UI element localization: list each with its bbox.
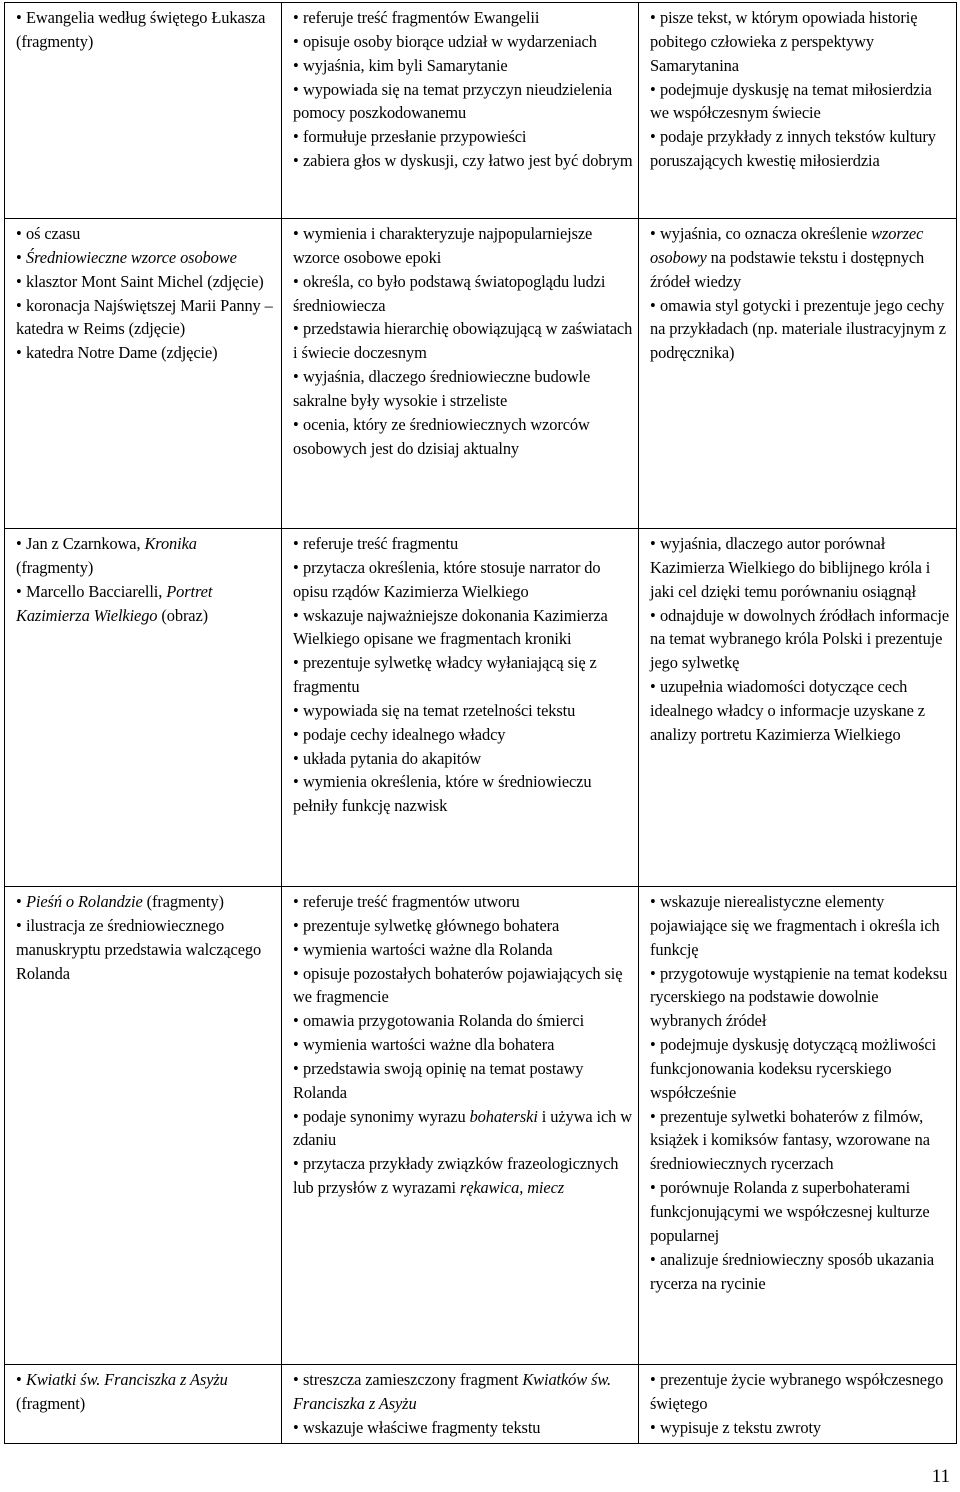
bullet-item (293, 1009, 633, 1033)
bullet-icon (293, 962, 303, 986)
bullet-icon (293, 604, 303, 628)
table-row (5, 3, 957, 219)
bullet-icon (293, 651, 303, 675)
bullet-item (293, 6, 633, 30)
bullet-item (16, 341, 276, 365)
bullet-item (16, 6, 276, 54)
bullet-icon (16, 270, 26, 294)
bullet-icon (293, 1057, 303, 1081)
bullet-item (293, 651, 633, 699)
bullet-text: referuje treść fragmentów Ewangelii (303, 8, 540, 27)
bullet-text: podaje synonimy wyrazu (303, 1106, 470, 1126)
bullet-icon (293, 1105, 303, 1129)
curriculum-table (4, 2, 957, 1444)
bullet-text: wyjaśnia, kim byli Samarytanie (303, 55, 508, 75)
bullet-item (293, 604, 633, 652)
bullet-text: podejmuje dyskusję dotyczącą możliwości funkcjonowania kodeksu rycerskiego współcześnie (650, 1035, 937, 1102)
bullet-icon (16, 294, 26, 318)
bullet-item (16, 580, 276, 628)
bullet-item (650, 78, 951, 126)
cell-extended-requirements (639, 1365, 957, 1444)
bullet-text: Kwiatki św. Franciszka z Asyżu (26, 1370, 228, 1389)
bullet-text: podaje cechy idealnego władcy (303, 724, 506, 744)
bullet-item (650, 890, 951, 962)
bullet-item (293, 125, 633, 149)
cell-reading (5, 529, 282, 887)
cell-reading (5, 887, 282, 1365)
bullet-text: wymienia i charakteryzuje najpopularniejsze wzorce osobowe epoki (293, 224, 593, 267)
bullet-item (650, 1368, 951, 1416)
bullet-text: prezentuje życie wybranego współczesnego świętego (650, 1370, 944, 1413)
bullet-icon (650, 962, 660, 986)
bullet-text: wskazuje właściwe fragmenty tekstu (303, 1417, 541, 1437)
bullet-icon (293, 747, 303, 771)
bullet-icon (650, 294, 660, 318)
bullet-text: omawia styl gotycki i prezentuje jego cechy na przykładach (np. materiale ilustracyjnym z podręcznika) (650, 295, 946, 363)
bullet-icon (650, 604, 660, 628)
bullet-icon (16, 246, 26, 270)
bullet-icon (293, 1368, 303, 1392)
bullet-item (293, 222, 633, 270)
bullet-text: Jan z Czarnkowa, (26, 534, 145, 553)
bullet-icon (293, 699, 303, 723)
bullet-text: wyjaśnia, dlaczego średniowieczne budowle sakralne były wysokie i strzeliste (293, 367, 591, 410)
bullet-icon (293, 1033, 303, 1057)
bullet-text: rękawica, miecz (459, 1178, 565, 1198)
bullet-item (16, 1368, 276, 1416)
bullet-icon (650, 675, 660, 699)
bullet-item (293, 1368, 633, 1416)
bullet-item (16, 914, 276, 986)
cell-basic-requirements (282, 887, 639, 1365)
bullet-icon (650, 1368, 660, 1392)
bullet-item (16, 532, 276, 580)
bullet-item (293, 1105, 633, 1153)
bullet-item (650, 1416, 951, 1440)
bullet-text: referuje treść fragmentu (303, 534, 459, 553)
bullet-icon (293, 6, 303, 30)
bullet-text: (obraz) (157, 605, 209, 625)
cell-basic-requirements (282, 3, 639, 219)
bullet-item (293, 78, 633, 126)
bullet-text: i używa ich w zdaniu (293, 1106, 632, 1150)
bullet-item (650, 604, 951, 676)
bullet-item (650, 1176, 951, 1248)
bullet-text: Portret Kazimierza Wielkiego (16, 581, 213, 625)
bullet-icon (650, 1105, 660, 1129)
bullet-icon (650, 78, 660, 102)
bullet-icon (650, 222, 660, 246)
bullet-icon (293, 270, 303, 294)
bullet-item (293, 747, 633, 771)
bullet-icon (293, 78, 303, 102)
bullet-item (16, 222, 276, 246)
bullet-text: wyjaśnia, dlaczego autor porównał Kazimierza Wielkiego do biblijnego króla i jaki cel dzięki temu porównaniu osiągnął (650, 534, 931, 601)
bullet-text: odnajduje w dowolnych źródłach informacje na temat wybranego króla Polski i prezentuje jego sylwetkę (650, 605, 950, 673)
bullet-text: wyjaśnia, co oznacza określenie (660, 224, 872, 243)
bullet-icon (16, 532, 26, 556)
bullet-text: określa, co było podstawą światopoglądu ludzi średniowiecza (293, 271, 606, 315)
bullet-icon (16, 580, 26, 604)
bullet-item (650, 222, 951, 294)
cell-extended-requirements (639, 529, 957, 887)
bullet-item (293, 962, 633, 1010)
bullet-text: ocenia, który ze średniowiecznych wzorców osobowych jest do dzisiaj aktualny (293, 414, 590, 458)
bullet-text: klasztor Mont Saint Michel (zdjęcie) (26, 271, 264, 291)
bullet-icon (293, 890, 303, 914)
bullet-text: przedstawia hierarchię obowiązującą w zaświatach i świecie doczesnym (293, 319, 633, 363)
bullet-text: wskazuje nierealistyczne elementy pojawiające się we fragmentach i określa ich funkcję (650, 892, 940, 959)
bullet-item (650, 294, 951, 366)
bullet-item (293, 54, 633, 78)
bullet-item (293, 699, 633, 723)
bullet-item (16, 890, 276, 914)
bullet-item (650, 125, 951, 173)
bullet-item (650, 675, 951, 747)
bullet-icon (293, 532, 303, 556)
bullet-item (650, 962, 951, 1034)
bullet-icon (293, 770, 303, 794)
bullet-text: Kronika (144, 534, 197, 553)
bullet-text: podaje przykłady z innych tekstów kultury poruszających kwestię miłosierdzia (650, 127, 936, 171)
bullet-item (16, 294, 276, 342)
bullet-text: wymienia wartości ważne dla bohatera (303, 1035, 555, 1055)
bullet-icon (293, 149, 303, 173)
bullet-text: omawia przygotowania Rolanda do śmierci (303, 1011, 585, 1031)
bullet-text: prezentuje sylwetkę głównego bohatera (303, 915, 560, 935)
bullet-icon (293, 938, 303, 962)
table-row (5, 529, 957, 887)
bullet-text: pisze tekst, w którym opowiada historię pobitego człowieka z perspektywy Samarytanina (650, 8, 918, 75)
bullet-item (293, 938, 633, 962)
bullet-text: bohaterski (469, 1106, 538, 1126)
bullet-text: formułuje przesłanie przypowieści (303, 127, 527, 147)
bullet-icon (293, 222, 303, 246)
bullet-icon (16, 890, 26, 914)
bullet-text: wzorzec osobowy (650, 224, 924, 267)
bullet-icon (293, 365, 303, 389)
bullet-text: Średniowieczne wzorce osobowe (26, 247, 237, 267)
bullet-text: Pieśń o Rolandzie (26, 892, 143, 911)
bullet-text: podejmuje dyskusję na temat miłosierdzia we współczesnym świecie (650, 79, 932, 123)
bullet-icon (293, 54, 303, 78)
bullet-item (16, 270, 276, 294)
bullet-text: porównuje Rolanda z superbohaterami funkcjonującymi we współczesnej kulturze popularnej (650, 1178, 930, 1245)
bullet-icon (650, 1416, 660, 1440)
bullet-text: prezentuje sylwetkę władcy wyłaniającą się z fragmentu (293, 653, 597, 697)
bullet-item (293, 270, 633, 318)
bullet-text: analizuje średniowieczny sposób ukazania rycerza na rycinie (650, 1249, 935, 1293)
bullet-text: wypowiada się na temat przyczyn nieudzielenia pomocy poszkodowanemu (293, 79, 613, 123)
bullet-icon (293, 1152, 303, 1176)
bullet-item (293, 317, 633, 365)
bullet-item (293, 556, 633, 604)
bullet-icon (16, 222, 26, 246)
cell-reading (5, 3, 282, 219)
bullet-icon (16, 6, 26, 30)
bullet-item (293, 770, 633, 818)
bullet-icon (293, 1416, 303, 1440)
cell-basic-requirements (282, 219, 639, 529)
bullet-text: wymienia wartości ważne dla Rolanda (303, 939, 553, 959)
bullet-item (293, 1416, 633, 1440)
bullet-item (293, 413, 633, 461)
bullet-text: układa pytania do akapitów (303, 748, 482, 768)
bullet-icon (650, 125, 660, 149)
bullet-text: prezentuje sylwetki bohaterów z filmów, książek i komiksów fantasy, wzorowane na średniowiecznych rycerzach (650, 1106, 930, 1174)
cell-extended-requirements (639, 3, 957, 219)
table-row (5, 887, 957, 1365)
bullet-item (650, 532, 951, 604)
bullet-item (16, 246, 276, 270)
page-number: 11 (931, 1466, 950, 1487)
bullet-icon (293, 317, 303, 341)
cell-extended-requirements (639, 219, 957, 529)
bullet-icon (293, 125, 303, 149)
bullet-text: koronacja Najświętszej Marii Panny – katedra w Reims (zdjęcie) (16, 295, 273, 339)
bullet-text: wypisuje z tekstu zwroty (660, 1417, 822, 1437)
bullet-item (293, 532, 633, 556)
bullet-text: na podstawie tekstu i dostępnych źródeł wiedzy (650, 247, 925, 291)
bullet-text: opisuje osoby biorące udział w wydarzeniach (303, 31, 597, 51)
bullet-text: (fragment) (16, 1393, 86, 1413)
bullet-icon (650, 1248, 660, 1272)
bullet-icon (293, 914, 303, 938)
bullet-text: (fragmenty) (142, 892, 224, 911)
bullet-text: Ewangelia według świętego Łukasza (fragmenty) (16, 8, 266, 51)
bullet-text: przytacza określenia, które stosuje narrator do opisu rządów Kazimierza Wielkiego (293, 557, 601, 601)
bullet-icon (293, 723, 303, 747)
bullet-item (650, 1033, 951, 1105)
bullet-text: wypowiada się na temat rzetelności tekstu (303, 700, 576, 720)
bullet-item (650, 1248, 951, 1296)
bullet-text: oś czasu (26, 224, 81, 243)
bullet-icon (650, 1176, 660, 1200)
cell-extended-requirements (639, 887, 957, 1365)
bullet-item (293, 723, 633, 747)
bullet-text: ilustracja ze średniowiecznego manuskryptu przedstawia walczącego Rolanda (16, 915, 262, 983)
bullet-icon (293, 556, 303, 580)
bullet-text: Kwiatków św. Franciszka z Asyżu (293, 1370, 611, 1413)
bullet-icon (650, 1033, 660, 1057)
bullet-icon (650, 890, 660, 914)
bullet-item (650, 1105, 951, 1177)
bullet-text: opisuje pozostałych bohaterów pojawiających się we fragmencie (293, 963, 623, 1007)
bullet-text: streszcza zamieszczony fragment (303, 1370, 523, 1389)
cell-basic-requirements (282, 1365, 639, 1444)
bullet-text: (fragmenty) (16, 557, 94, 577)
bullet-icon (16, 914, 26, 938)
bullet-item (293, 890, 633, 914)
cell-reading (5, 1365, 282, 1444)
bullet-text: przedstawia swoją opinię na temat postawy Rolanda (293, 1058, 584, 1102)
bullet-item (650, 6, 951, 78)
bullet-icon (293, 30, 303, 54)
cell-basic-requirements (282, 529, 639, 887)
bullet-item (293, 914, 633, 938)
bullet-text: przygotowuje wystąpienie na temat kodeksu rycerskiego na podstawie dowolnie wybranych źródeł (650, 963, 948, 1031)
bullet-text: uzupełnia wiadomości dotyczące cech idealnego władcy o informacje uzyskane z analizy portretu Kazimierza Wielkiego (650, 677, 925, 744)
table-row (5, 219, 957, 529)
bullet-text: referuje treść fragmentów utworu (303, 892, 520, 911)
bullet-icon (293, 1009, 303, 1033)
bullet-item (293, 149, 633, 173)
bullet-text: wymienia określenia, które w średniowieczu pełniły funkcję nazwisk (293, 772, 592, 816)
bullet-item (293, 1057, 633, 1105)
table-row (5, 1365, 957, 1444)
bullet-icon (16, 1368, 26, 1392)
bullet-text: Marcello Bacciarelli, (26, 581, 167, 601)
bullet-text: przytacza przykłady związków frazeologicznych lub przysłów z wyrazami (293, 1154, 619, 1198)
bullet-text: zabiera głos w dyskusji, czy łatwo jest być dobrym (303, 151, 633, 171)
bullet-item (293, 1152, 633, 1200)
cell-reading (5, 219, 282, 529)
bullet-icon (650, 6, 660, 30)
bullet-item (293, 30, 633, 54)
bullet-item (293, 365, 633, 413)
bullet-text: wskazuje najważniejsze dokonania Kazimierza Wielkiego opisane we fragmentach kroniki (293, 605, 608, 649)
bullet-text: katedra Notre Dame (zdjęcie) (26, 343, 218, 363)
bullet-icon (293, 413, 303, 437)
bullet-icon (650, 532, 660, 556)
bullet-item (293, 1033, 633, 1057)
bullet-icon (16, 341, 26, 365)
